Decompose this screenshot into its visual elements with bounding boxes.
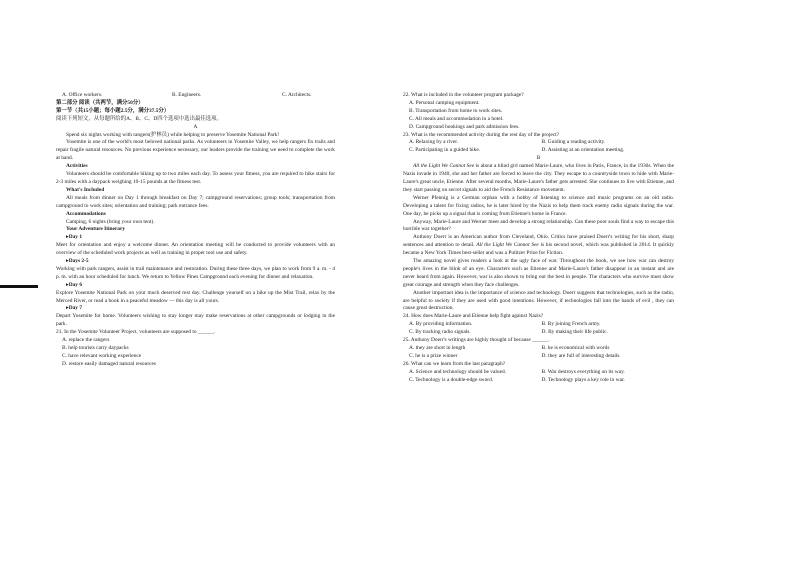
q23-option-a: A. Relaxing by a river. bbox=[409, 139, 459, 146]
part-title: 第二部分 阅读（共两节，满分50分） bbox=[56, 99, 144, 106]
q21-option-a: A. replace the rangers bbox=[62, 337, 110, 344]
right-column bbox=[403, 92, 674, 385]
passage-a-day7: Depart Yosemite for home. Volunteers wishing to stay longer may make reservations at other campgrounds or lodging in the park. bbox=[56, 313, 335, 328]
heading-accommodations: Accommodations bbox=[66, 210, 106, 217]
q26-options-row1 bbox=[403, 369, 674, 377]
q24-options-row2 bbox=[403, 329, 674, 337]
book-title: All the Light We Cannot See bbox=[413, 163, 475, 170]
question-24: 24. How does Marie-Laure and Etienne help fight against Nazis? bbox=[403, 313, 544, 320]
q21-option-b: B. help tourists carry daypacks bbox=[62, 345, 129, 351]
heading-itinerary: Your Adventure Itinerary bbox=[66, 226, 126, 233]
passage-b-p2: Werner Pfennig is a German orphan with a hobby of listening to science and music programs on an old radio. Developing a talent for fixing radios, he is later hired by the Nazis to help them track enemy radio signals during the war. One day, he picks up a signal that is coming from Etienne's home in France. bbox=[403, 194, 674, 217]
question-21: 21. In the Yosemite Volunteer Project, volunteers are supposed to ______. bbox=[56, 329, 216, 336]
q26-option-b: B. War destroys everything on its way. bbox=[541, 368, 625, 375]
q25-options-row2 bbox=[403, 353, 674, 361]
option-b: B. Engineers. bbox=[172, 92, 202, 98]
option-c: C. Architects. bbox=[282, 92, 312, 98]
passage-a-day1: Meet for orientation and enjoy a welcome dinner. An orientation meeting will be conducted to provide volunteers with an overview of the scheduled work projects as well as training in proper tool use and safety. bbox=[56, 242, 335, 257]
q25-option-d: D. they are full of interesting details bbox=[541, 352, 620, 359]
q24-option-c: C. By tracking radio signals. bbox=[409, 329, 471, 336]
passage-a-included: All meals from dinner on Day 1 through breakfast on Day 7; campground reservations; group tools; transportation from campground to work sites; orientation and training; park entrance fees. bbox=[56, 194, 335, 209]
instruction: 阅读下列短文，从每题所给的A、B、C、D四个选项中选出最佳选项。 bbox=[56, 115, 222, 122]
option-a: A. Office workers. bbox=[62, 92, 103, 98]
q24-option-b: B. By joining French army. bbox=[541, 321, 601, 328]
question-22: 22. What is included in the volunteer program package? bbox=[403, 92, 524, 98]
book-title-2: All the Light We Cannot See bbox=[476, 242, 539, 249]
question-25: 25. Anthony Doerr's writings are highly thought of because ______. bbox=[403, 337, 550, 344]
q24-option-a: A. By providing information. bbox=[409, 321, 473, 328]
q21-option-c: C. have relevant working experience bbox=[62, 352, 142, 359]
passage-a-activities: Volunteers should be comfortable hiking up to two miles each day. To assess your fitness, you are required to hike stairs for 2-3 miles with a daypack weighing 10-15 pounds at the fitness test. bbox=[56, 171, 335, 185]
q21-option-d: D. restore easily damaged natural resources bbox=[62, 360, 156, 367]
q23-options-row1 bbox=[403, 139, 674, 147]
q23-option-d: D. Assisting at an orientation meeting. bbox=[541, 147, 625, 154]
passage-a-accommodations: Camping, 6 nights (bring your own tent). bbox=[66, 218, 155, 225]
passage-b-p4-a: Anthony Doerr is an American author from Cleveland, Ohio. Critics have praised Doerr's writing for his short, sharp sentences and attention to detail. bbox=[403, 234, 674, 249]
q23-option-b: B. Guiding a reading activity. bbox=[541, 139, 606, 146]
q22-option-c: C. All meals and accommodation in a hotel. bbox=[409, 115, 504, 122]
passage-b-p4-b: is his second novel, which was published in 2014. It quickly became a New York Times best-seller and was a Pulitzer Prize for Fiction. bbox=[403, 242, 674, 257]
previous-question-options bbox=[56, 92, 335, 100]
q26-options-row2 bbox=[403, 377, 674, 385]
q22-option-a: A. Personal camping equipment. bbox=[409, 99, 480, 106]
q23-options-row2 bbox=[403, 147, 674, 155]
passage-b-p1-text: is about a blind girl named Marie-Laure, who lives in Paris, France, in the 1930s. When the Nazis invade in 1940, she and her father are forced to leave the city. They escape to a countryside town to hide with Marie-Laure's great uncle, Etienne. After several months, Marie-Laure's father gets arrested. She continues to live with Etienne, and they start passing on secret signals to aid the French Resistance movement. bbox=[403, 163, 674, 193]
question-26: 26. What can we learn from the last paragraph? bbox=[403, 360, 506, 367]
q26-option-d: D. Technology plays a key role in war. bbox=[541, 376, 625, 383]
heading-day7: ▸Day 7 bbox=[66, 305, 83, 312]
q25-option-c: C. he is a prize winner bbox=[409, 352, 458, 359]
passage-b-p3: Anyway, Marie-Laure and Werner meet and develop a strong relationship. Can these poor souls find a way to escape this horrible war together? bbox=[403, 218, 674, 233]
passage-a-day6: Explore Yosemite National Park on your much deserved rest day. Challenge yourself on a hike up the Mist Trail, relax by the Merced River, or read a book in a peaceful meadow — this day is all yours. bbox=[56, 289, 335, 304]
q24-options-row1 bbox=[403, 321, 674, 329]
passage-a-days2-5: Working with park rangers, assist in trail maintenance and restoration. During these three days, we plan to work from 9 a. m. - 4 p. m. with an hour scheduled for lunch. We return to Yellow Pines Campground each evening for dinner and relaxation. bbox=[56, 265, 335, 280]
passage-b-p1 bbox=[403, 163, 674, 195]
passage-letter-a: A bbox=[193, 123, 198, 130]
passage-b-p6: Another important idea is the importance of science and technology. Doerr suggests that technologies, such as the radio, are helpful to society if they are used with good intentions. However, if technologies fall into the hands of evil , they can cause great destruction. bbox=[403, 289, 674, 312]
passage-b-p4 bbox=[403, 234, 674, 258]
left-column bbox=[56, 92, 335, 369]
heading-included: What's Included bbox=[66, 186, 105, 193]
q26-option-a: A. Science and technology should be valued. bbox=[409, 368, 507, 375]
q24-option-d: D. By making their life public. bbox=[541, 329, 608, 336]
passage-a-intro: Spend six nights working with rangers(护林员) while helping to preserve Yosemite National Park! bbox=[66, 131, 280, 138]
q22-option-b: B. Transportation from home to work sites. bbox=[409, 107, 503, 114]
q25-option-a: A. they are short in length bbox=[409, 345, 466, 351]
passage-letter-b: B bbox=[536, 155, 541, 162]
heading-day1: ▸Day 1 bbox=[66, 234, 83, 241]
q25-option-b: B. he is economical with words bbox=[541, 345, 610, 351]
heading-day6: ▸Day 6 bbox=[66, 281, 83, 288]
q26-option-c: C. Technology is a double-edge sword. bbox=[409, 376, 494, 383]
q25-options-row1 bbox=[403, 345, 674, 353]
section-title: 第一节（共15小题；每小题2.5分，满分37.5分） bbox=[56, 107, 170, 114]
q23-option-c: C. Participating in a guided hike. bbox=[409, 147, 481, 154]
q22-option-d: D. Campground bookings and park admission fees. bbox=[409, 123, 520, 130]
heading-activities: Activities bbox=[66, 163, 88, 170]
margin-rule bbox=[0, 285, 38, 288]
question-23: 23. What is the recommended activity during the rest day of the project? bbox=[403, 131, 560, 138]
passage-a-p2: Yosemite is one of the world's most beloved national parks. As volunteers in Yosemite Valley, we help rangers fix trails and repair fragile natural resources. No previous experience necessary, our leaders provide the training we need to complete the work at hand. bbox=[56, 139, 335, 162]
passage-b-p5: The amazing novel gives readers a look at the ugly face of war. Throughout the book, we see how war can destroy people's lives in the blink of an eye. Characters such as Etienne and Marie-Laure's father disappear in an instant and are never heard from again. However, war is also shown to bring out the best in people. The characters who survive must show great courage and strength when they face challenges. bbox=[403, 258, 674, 288]
heading-days2-5: ▸Days 2-5 bbox=[66, 258, 89, 265]
